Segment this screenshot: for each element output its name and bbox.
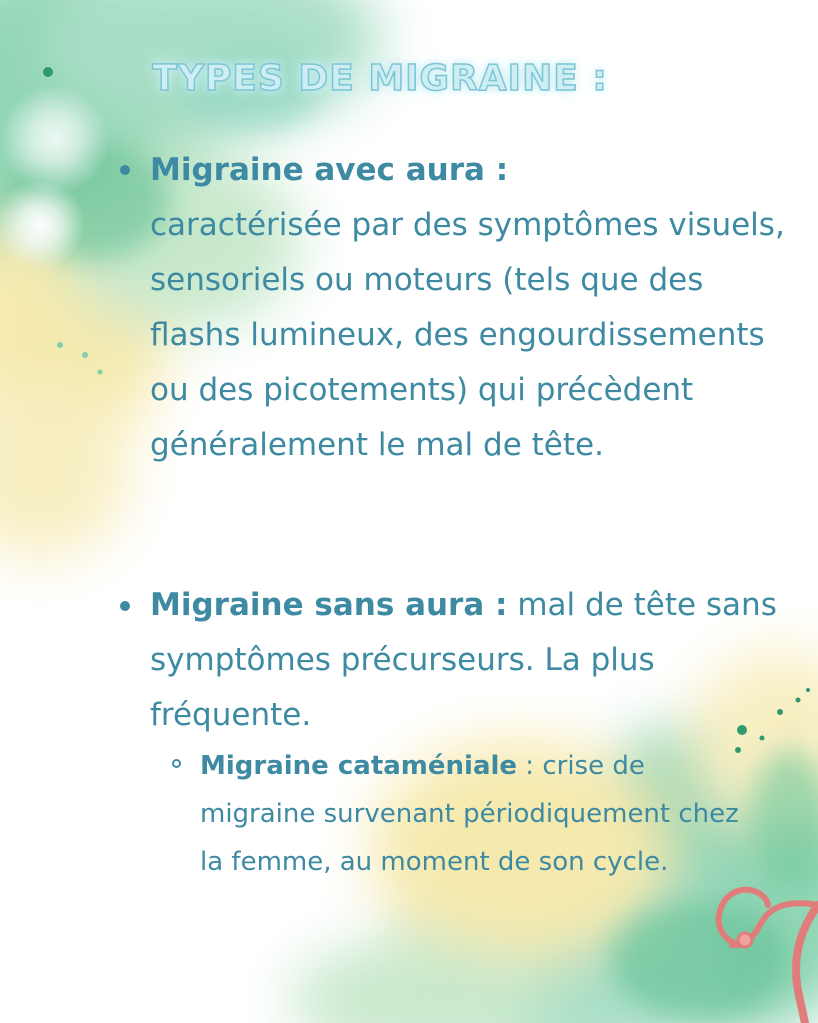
subitem-heading: Migraine cataméniale <box>200 751 518 781</box>
bullet-dot <box>120 165 130 175</box>
list-item-migraine-sans-aura <box>150 578 790 743</box>
list-item-migraine-avec-aura <box>150 143 790 473</box>
item-heading: Migraine sans aura : <box>150 587 508 623</box>
item-description: mal de tête sans symptômes précurseurs. La plus fréquente. <box>150 587 777 733</box>
bullet-dot <box>120 601 130 611</box>
subitem-description: : crise de migraine survenant périodiquement chez la femme, au moment de son cycle. <box>200 751 739 877</box>
item-description: caractérisée par des symptômes visuels, sensoriels ou moteurs (tels que des flashs lumineux, des engourdissements ou des picotements) qui précèdent généralement le mal de tête. <box>150 207 785 463</box>
page-title: TYPES DE MIGRAINE : <box>152 58 608 99</box>
item-heading: Migraine avec aura : <box>150 152 509 188</box>
sublist-item-migraine-catameniale <box>200 742 760 886</box>
sub-bullet-circle <box>172 759 181 768</box>
